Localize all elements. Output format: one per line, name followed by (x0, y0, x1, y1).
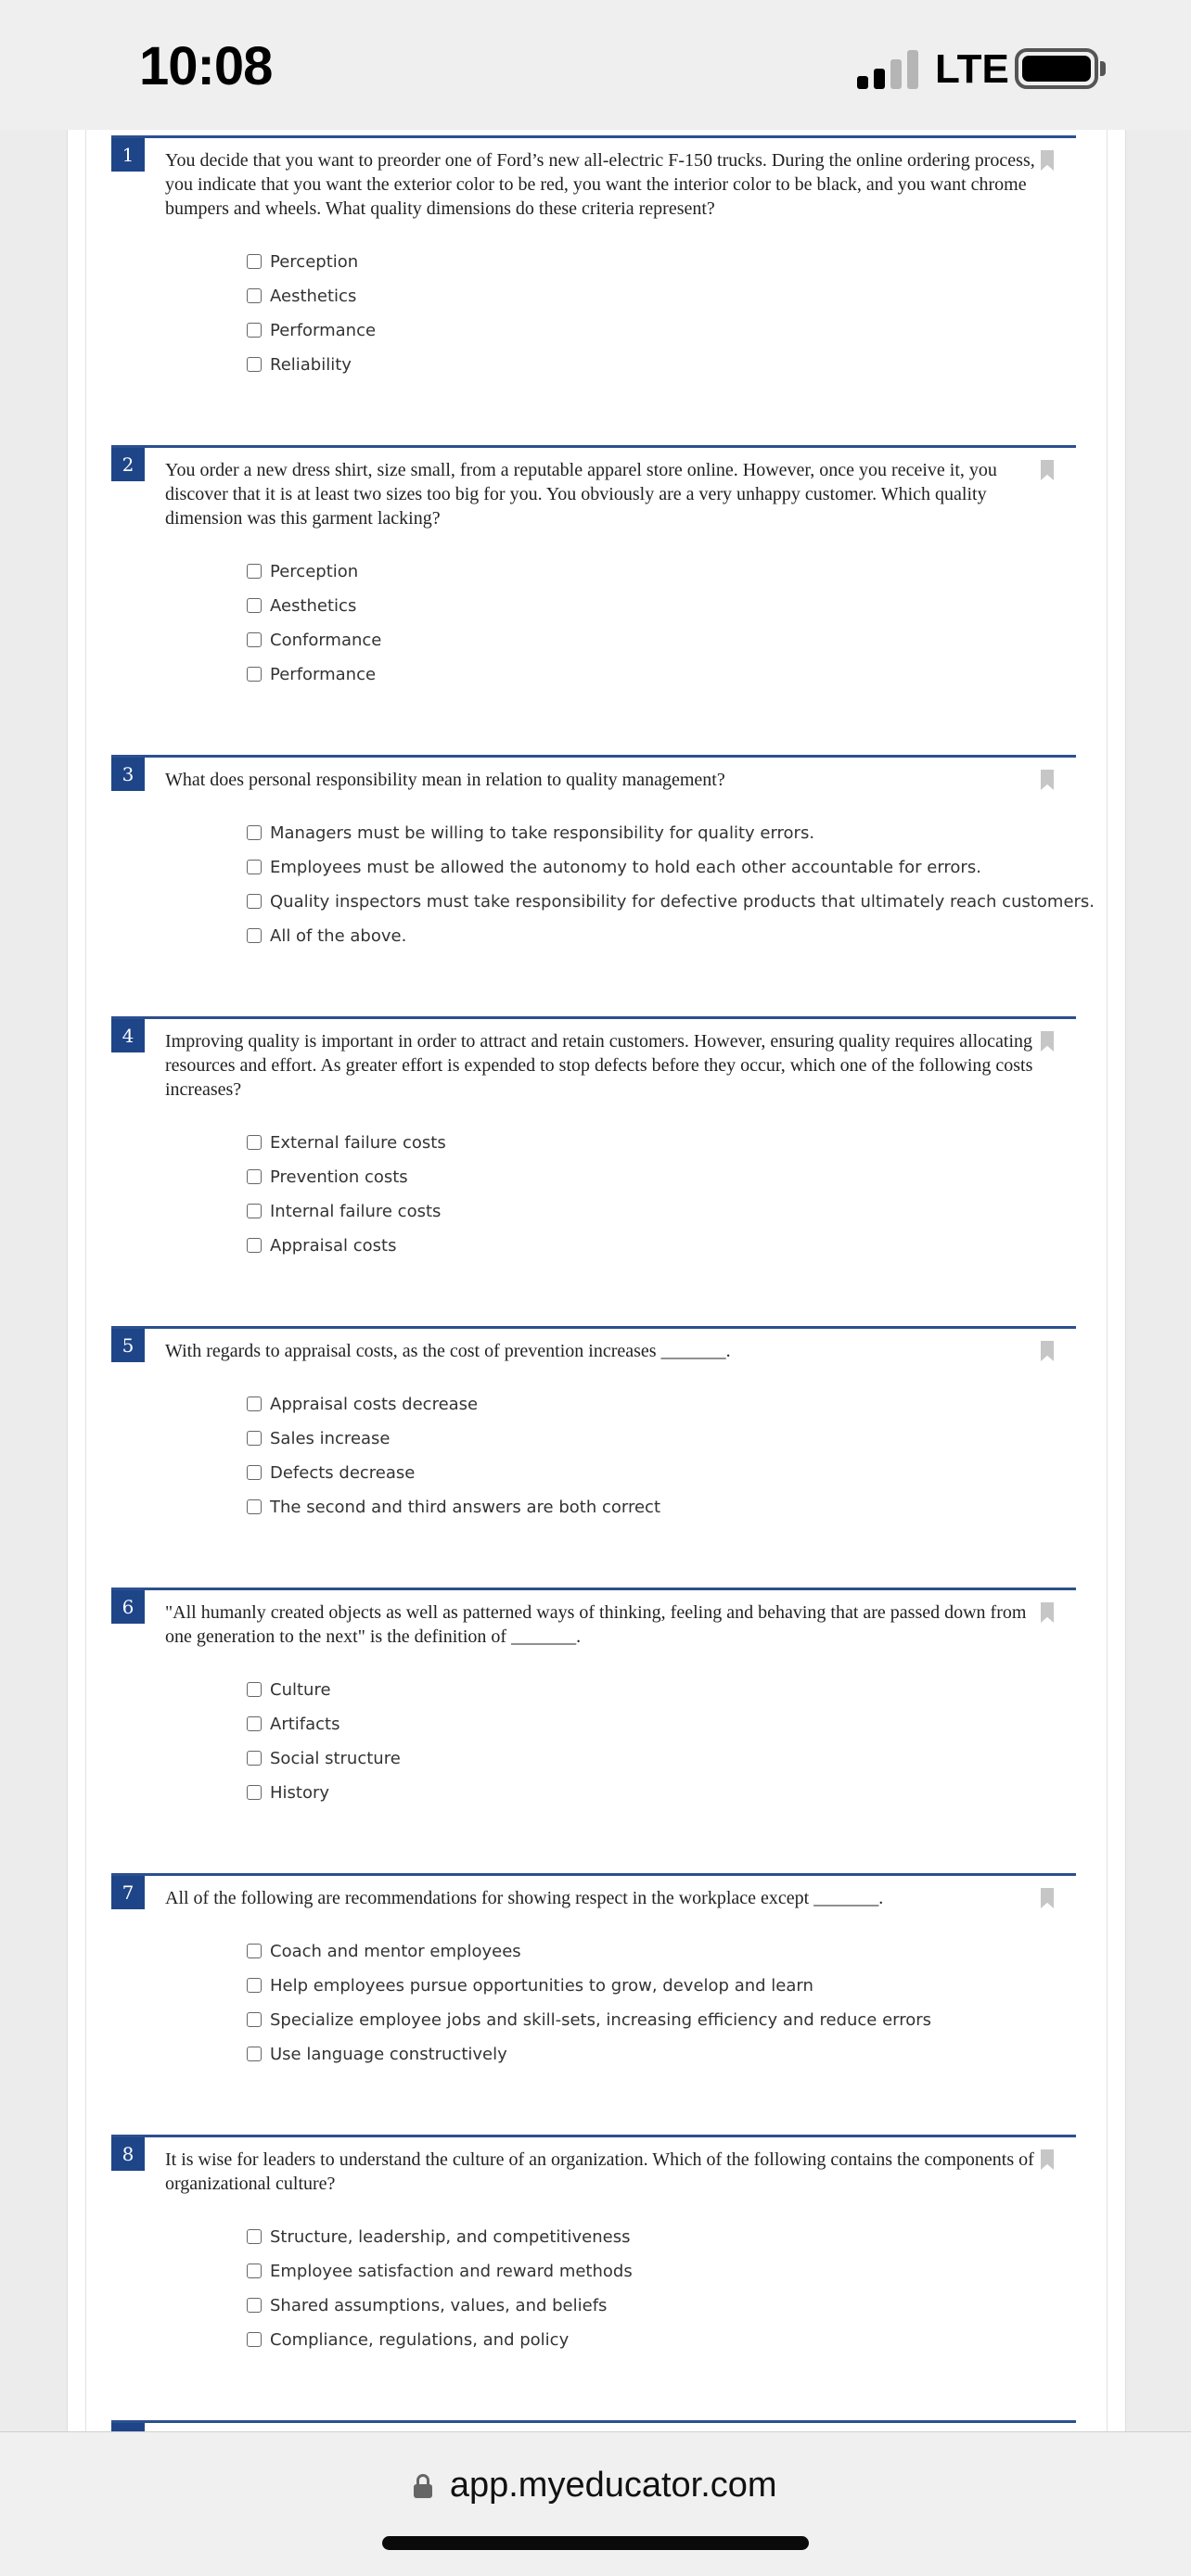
answer-label: Artifacts (270, 1714, 340, 1734)
question-number-badge: 7 (111, 1876, 145, 1909)
question-text: Improving quality is important in order to attract and retain customers. However, ensuring quality requires allocating resources and effort. As greater effort is expended to stop defects before they occur, which one of the following costs increases? (165, 1031, 1033, 1100)
question-divider (111, 1588, 1076, 1590)
answer-label: Internal failure costs (270, 1201, 442, 1221)
question-text: "All humanly created objects as well as patterned ways of thinking, feeling and behaving that are passed down from one generation to the next" is the definition of _______. (165, 1602, 1027, 1647)
answer-option[interactable] (247, 1164, 408, 1190)
answer-checkbox[interactable] (247, 1169, 262, 1184)
answer-label: Coach and mentor employees (270, 1941, 521, 1961)
answer-option[interactable] (247, 661, 376, 687)
answer-checkbox[interactable] (247, 2012, 262, 2027)
answer-option[interactable] (247, 627, 381, 653)
answer-checkbox[interactable] (247, 894, 262, 909)
answer-option[interactable] (247, 2224, 630, 2250)
question-text: It is wise for leaders to understand the culture of an organization. Which of the following contains the components of organizational culture? (165, 2149, 1034, 2194)
answer-option[interactable] (247, 351, 352, 377)
question-text: What does personal responsibility mean in relation to quality management? (165, 770, 725, 790)
answer-option[interactable] (247, 283, 356, 309)
question-number-badge: 4 (111, 1019, 145, 1052)
answer-checkbox[interactable] (247, 667, 262, 682)
answer-checkbox[interactable] (247, 254, 262, 269)
answer-label: Shared assumptions, values, and beliefs (270, 2295, 608, 2315)
question-divider (111, 1873, 1076, 1876)
answer-checkbox[interactable] (247, 1978, 262, 1993)
status-bar (0, 0, 1191, 130)
question-number-badge: 8 (111, 2137, 145, 2171)
answer-label: Aesthetics (270, 595, 357, 616)
answer-checkbox[interactable] (247, 1682, 262, 1697)
answer-checkbox[interactable] (247, 598, 262, 613)
answer-option[interactable] (247, 1938, 521, 1964)
answer-option[interactable] (247, 1198, 441, 1224)
answer-option[interactable] (247, 317, 376, 343)
answer-option[interactable] (247, 854, 981, 880)
answer-checkbox[interactable] (247, 2047, 262, 2061)
answer-option[interactable] (247, 888, 1095, 914)
answer-checkbox[interactable] (247, 1135, 262, 1150)
answer-label: The second and third answers are both correct (270, 1497, 660, 1517)
answer-checkbox[interactable] (247, 564, 262, 579)
answer-label: Quality inspectors must take responsibility for defective products that ultimately reach customers. (270, 891, 1095, 912)
answer-label: Conformance (270, 630, 382, 650)
lock-icon (414, 2474, 432, 2498)
question-text: You order a new dress shirt, size small, from a reputable apparel store online. However, once you receive it, you discover that it is at least two sizes too big for you. You obviously are a very unhappy customer. Which quality dimension was this garment lacking? (165, 460, 997, 529)
answer-label: Culture (270, 1679, 331, 1700)
answer-label: Reliability (270, 354, 352, 375)
answer-label: Defects decrease (270, 1462, 416, 1483)
answer-label: Specialize employee jobs and skill-sets, increasing efficiency and reduce errors (270, 2009, 932, 2030)
answer-label: Employee satisfaction and reward methods (270, 2261, 633, 2281)
answer-label: Compliance, regulations, and policy (270, 2329, 570, 2350)
question-number-badge: 3 (111, 758, 145, 791)
question-number-badge: 5 (111, 1329, 145, 1362)
answer-option[interactable] (247, 2258, 633, 2284)
answer-label: Perception (270, 561, 359, 581)
answer-option[interactable] (247, 558, 358, 584)
answer-checkbox[interactable] (247, 1785, 262, 1800)
answer-checkbox[interactable] (247, 288, 262, 303)
answer-label: Use language constructively (270, 2044, 507, 2064)
answer-checkbox[interactable] (247, 1431, 262, 1446)
answer-option[interactable] (247, 2327, 569, 2353)
answer-checkbox[interactable] (247, 357, 262, 372)
question-divider (111, 135, 1076, 138)
answer-option[interactable] (247, 1425, 391, 1451)
answer-option[interactable] (247, 1494, 660, 1520)
answer-checkbox[interactable] (247, 2332, 262, 2347)
cellular-signal-icon (857, 48, 922, 89)
answer-checkbox[interactable] (247, 1238, 262, 1253)
question-number-badge: 6 (111, 1590, 145, 1624)
answer-option[interactable] (247, 923, 406, 949)
url-display[interactable] (0, 2466, 1191, 2506)
answer-label: Social structure (270, 1748, 401, 1768)
answer-label: Aesthetics (270, 286, 357, 306)
answer-option[interactable] (247, 1779, 329, 1805)
answer-label: Employees must be allowed the autonomy to hold each other accountable for errors. (270, 857, 981, 877)
answer-option[interactable] (247, 1972, 813, 1998)
answer-checkbox[interactable] (247, 1204, 262, 1218)
answer-checkbox[interactable] (247, 825, 262, 840)
question-number-badge: 1 (111, 138, 145, 172)
home-indicator[interactable] (382, 2536, 809, 2550)
question-text: All of the following are recommendations for showing respect in the workplace except _______. (165, 1888, 884, 1908)
battery-tip (1100, 61, 1106, 76)
answer-option[interactable] (247, 2041, 507, 2067)
answer-option[interactable] (247, 820, 814, 846)
answer-label: Managers must be willing to take responsibility for quality errors. (270, 823, 815, 843)
question-divider (111, 2420, 1076, 2423)
answer-option[interactable] (247, 249, 358, 274)
answer-label: Perception (270, 251, 359, 272)
question-divider (111, 1016, 1076, 1019)
answer-option[interactable] (247, 1711, 339, 1737)
answer-label: Prevention costs (270, 1167, 408, 1187)
answer-option[interactable] (247, 2007, 931, 2033)
answer-checkbox[interactable] (247, 632, 262, 647)
answer-label: History (270, 1782, 330, 1803)
answer-option[interactable] (247, 1677, 331, 1702)
answer-option[interactable] (247, 1129, 446, 1155)
status-time: 10:08 (139, 36, 273, 96)
question-number-badge: 2 (111, 448, 145, 481)
answer-checkbox[interactable] (247, 1716, 262, 1731)
answer-checkbox[interactable] (247, 1944, 262, 1958)
answer-checkbox[interactable] (247, 323, 262, 338)
answer-checkbox[interactable] (247, 2229, 262, 2244)
question-text: With regards to appraisal costs, as the cost of prevention increases _______. (165, 1341, 731, 1361)
answer-label: All of the above. (270, 925, 407, 946)
answer-label: Sales increase (270, 1428, 391, 1448)
url-text: app.myeducator.com (449, 2466, 777, 2505)
question-divider (111, 445, 1076, 448)
answer-option[interactable] (247, 1232, 396, 1258)
answer-checkbox[interactable] (247, 2298, 262, 2313)
answer-label: Help employees pursue opportunities to grow, develop and learn (270, 1975, 813, 1996)
answer-option[interactable] (247, 593, 356, 618)
answer-label: Performance (270, 664, 377, 684)
answer-checkbox[interactable] (247, 928, 262, 943)
answer-label: Performance (270, 320, 377, 340)
answer-option[interactable] (247, 1460, 415, 1486)
browser-address-bar[interactable] (0, 2431, 1191, 2576)
network-type: LTE (935, 46, 1009, 92)
answer-label: Appraisal costs decrease (270, 1394, 479, 1414)
question-divider (111, 2135, 1076, 2137)
answer-option[interactable] (247, 1745, 401, 1771)
answer-checkbox[interactable] (247, 860, 262, 874)
answer-checkbox[interactable] (247, 1465, 262, 1480)
battery-icon (1015, 48, 1098, 89)
answer-checkbox[interactable] (247, 2264, 262, 2278)
answer-option[interactable] (247, 2292, 607, 2318)
answer-label: External failure costs (270, 1132, 446, 1153)
question-text: You decide that you want to preorder one of Ford’s new all-electric F-150 trucks. During the online ordering process, you indicate that you want the exterior color to be red, you want the interior color to be black, and you want chrome bumpers and wheels. What quality dimensions do these criteria represent? (165, 150, 1035, 219)
answer-label: Appraisal costs (270, 1235, 397, 1256)
answer-checkbox[interactable] (247, 1751, 262, 1766)
answer-label: Structure, leadership, and competitiveness (270, 2226, 631, 2247)
question-divider (111, 755, 1076, 758)
question-divider (111, 1326, 1076, 1329)
answer-checkbox[interactable] (247, 1499, 262, 1514)
answer-option[interactable] (247, 1391, 478, 1417)
answer-checkbox[interactable] (247, 1396, 262, 1411)
